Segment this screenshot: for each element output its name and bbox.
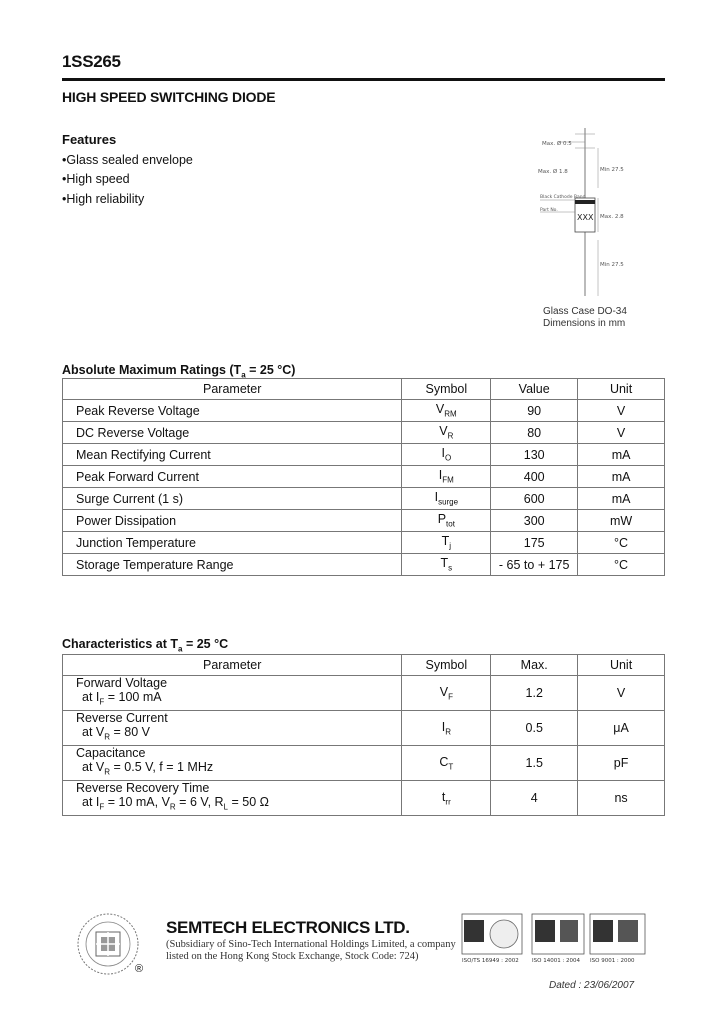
registered-mark: ® [135, 963, 144, 975]
param-cell: Surge Current (1 s) [63, 488, 402, 510]
value-cell: 0.5 [491, 711, 578, 746]
symbol-cell: $I_{FM}$ [402, 466, 491, 488]
dim-label: Part No. [540, 208, 558, 213]
company-subline: (Subsidiary of Sino-Tech International Holdings Limited, a company [166, 939, 456, 950]
value-cell: 600 [491, 488, 578, 510]
unit-cell: °C [578, 532, 665, 554]
characteristics-table [62, 654, 665, 816]
dim-label: Min 27.5 [600, 262, 624, 268]
table-row [63, 400, 665, 422]
package-outline-diagram [530, 128, 660, 303]
symbol-cell: $V_R$ [402, 422, 491, 444]
caption-line: Dimensions in mm [543, 318, 626, 329]
value-cell: 300 [491, 510, 578, 532]
param-cell [63, 746, 402, 781]
symbol-cell: $T_j$ [402, 532, 491, 554]
table-row [63, 422, 665, 444]
certification-marks [460, 910, 665, 970]
value-cell: 1.2 [491, 676, 578, 711]
unit-cell: mA [578, 444, 665, 466]
param-condition: at $I_F = 10$ mA, $V_R = 6$ V, $R_L = 50$ Ω [82, 795, 269, 812]
param-cell: Junction Temperature [63, 532, 402, 554]
feature-item: • High reliability [62, 190, 193, 209]
abs-max-table [62, 378, 665, 576]
unit-cell: mW [578, 510, 665, 532]
marking-label: XXX [577, 213, 594, 222]
table-row [63, 466, 665, 488]
unit-cell: ns [578, 781, 665, 816]
features-list [62, 151, 193, 209]
header-rule [62, 78, 665, 81]
unit-cell: μA [578, 711, 665, 746]
unit-cell: V [578, 676, 665, 711]
cert-note: ISO 9001 : 2000 [590, 958, 635, 964]
unit-cell: mA [578, 466, 665, 488]
symbol-cell: $t_{rr}$ [402, 781, 491, 816]
param-cell: Power Dissipation [63, 510, 402, 532]
value-cell: 90 [491, 400, 578, 422]
column-header: Unit [578, 379, 665, 400]
symbol-cell: $C_T$ [402, 746, 491, 781]
table-row [63, 532, 665, 554]
document-date: Dated : 23/06/2007 [549, 980, 635, 991]
symbol-cell: $I_R$ [402, 711, 491, 746]
column-header: Parameter [63, 655, 402, 676]
param-cell: Storage Temperature Range [63, 554, 402, 576]
table-row [63, 510, 665, 532]
table-header-row [63, 655, 665, 676]
column-header: Symbol [402, 655, 491, 676]
param-condition: at $V_R = 80$ V [82, 725, 150, 742]
company-name: SEMTECH ELECTRONICS LTD. [166, 918, 410, 937]
value-cell: 175 [491, 532, 578, 554]
dim-label: Max. Ø 0.5 [542, 141, 572, 147]
cert-badge [532, 914, 584, 954]
symbol-cell: $I_{surge}$ [402, 488, 491, 510]
param-condition: at $I_F = 100$ mA [82, 690, 162, 707]
column-header: Parameter [63, 379, 402, 400]
param-cell: Peak Forward Current [63, 466, 402, 488]
param-name: Forward Voltage [76, 676, 168, 691]
param-cell [63, 711, 402, 746]
param-cell: DC Reverse Voltage [63, 422, 402, 444]
characteristics-title: Characteristics at $T_a = 25$ °C [62, 637, 229, 654]
table-row [63, 444, 665, 466]
symbol-cell: $V_{RM}$ [402, 400, 491, 422]
table-row [63, 488, 665, 510]
package-caption [543, 306, 627, 330]
part-number: 1SS265 [62, 52, 121, 71]
symbol-cell: $T_s$ [402, 554, 491, 576]
dim-label: Min 27.5 [600, 167, 624, 173]
unit-cell: °C [578, 554, 665, 576]
param-condition: at $V_R = 0.5$ V, f = 1 MHz [82, 760, 214, 777]
company-subline: listed on the Hong Kong Stock Exchange, Stock Code: 724) [166, 951, 419, 962]
table-row [63, 781, 665, 816]
column-header: Unit [578, 655, 665, 676]
value-cell: 1.5 [491, 746, 578, 781]
value-cell: 130 [491, 444, 578, 466]
param-name: Reverse Recovery Time [76, 781, 210, 796]
column-header: Symbol [402, 379, 491, 400]
value-cell: 400 [491, 466, 578, 488]
dim-label: Black Cathode Band [540, 195, 586, 200]
param-cell: Mean Rectifying Current [63, 444, 402, 466]
table-header-row [63, 379, 665, 400]
param-name: Capacitance [76, 746, 146, 761]
column-header: Max. [491, 655, 578, 676]
column-header: Value [491, 379, 578, 400]
cert-badge [462, 914, 522, 954]
features-heading: Features [62, 132, 117, 147]
cert-badge [590, 914, 645, 954]
param-cell [63, 676, 402, 711]
dim-label: Max. 2.8 [600, 214, 624, 220]
param-cell [63, 781, 402, 816]
table-row [63, 676, 665, 711]
caption-line: Glass Case DO-34 [543, 306, 627, 317]
value-cell: 4 [491, 781, 578, 816]
symbol-cell: $P_{tot}$ [402, 510, 491, 532]
value-cell: - 65 to + 175 [491, 554, 578, 576]
cathode-band [575, 200, 595, 204]
param-cell: Peak Reverse Voltage [63, 400, 402, 422]
cert-note: ISO 14001 : 2004 [532, 958, 581, 964]
symbol-cell: $I_O$ [402, 444, 491, 466]
symbol-cell: $V_F$ [402, 676, 491, 711]
unit-cell: V [578, 400, 665, 422]
table-row [63, 746, 665, 781]
table-row [63, 711, 665, 746]
dim-label: Max. Ø 1.8 [538, 169, 568, 175]
unit-cell: pF [578, 746, 665, 781]
cert-note: ISO/TS 16949 : 2002 [462, 958, 519, 964]
feature-item: • High speed [62, 170, 193, 189]
feature-item: • Glass sealed envelope [62, 151, 193, 170]
param-name: Reverse Current [76, 711, 168, 726]
company-logo [76, 912, 140, 976]
unit-cell: V [578, 422, 665, 444]
table-row [63, 554, 665, 576]
unit-cell: mA [578, 488, 665, 510]
device-subtitle: HIGH SPEED SWITCHING DIODE [62, 89, 276, 105]
value-cell: 80 [491, 422, 578, 444]
abs-max-title: Absolute Maximum Ratings ($T_a = 25$ °C) [62, 363, 296, 380]
